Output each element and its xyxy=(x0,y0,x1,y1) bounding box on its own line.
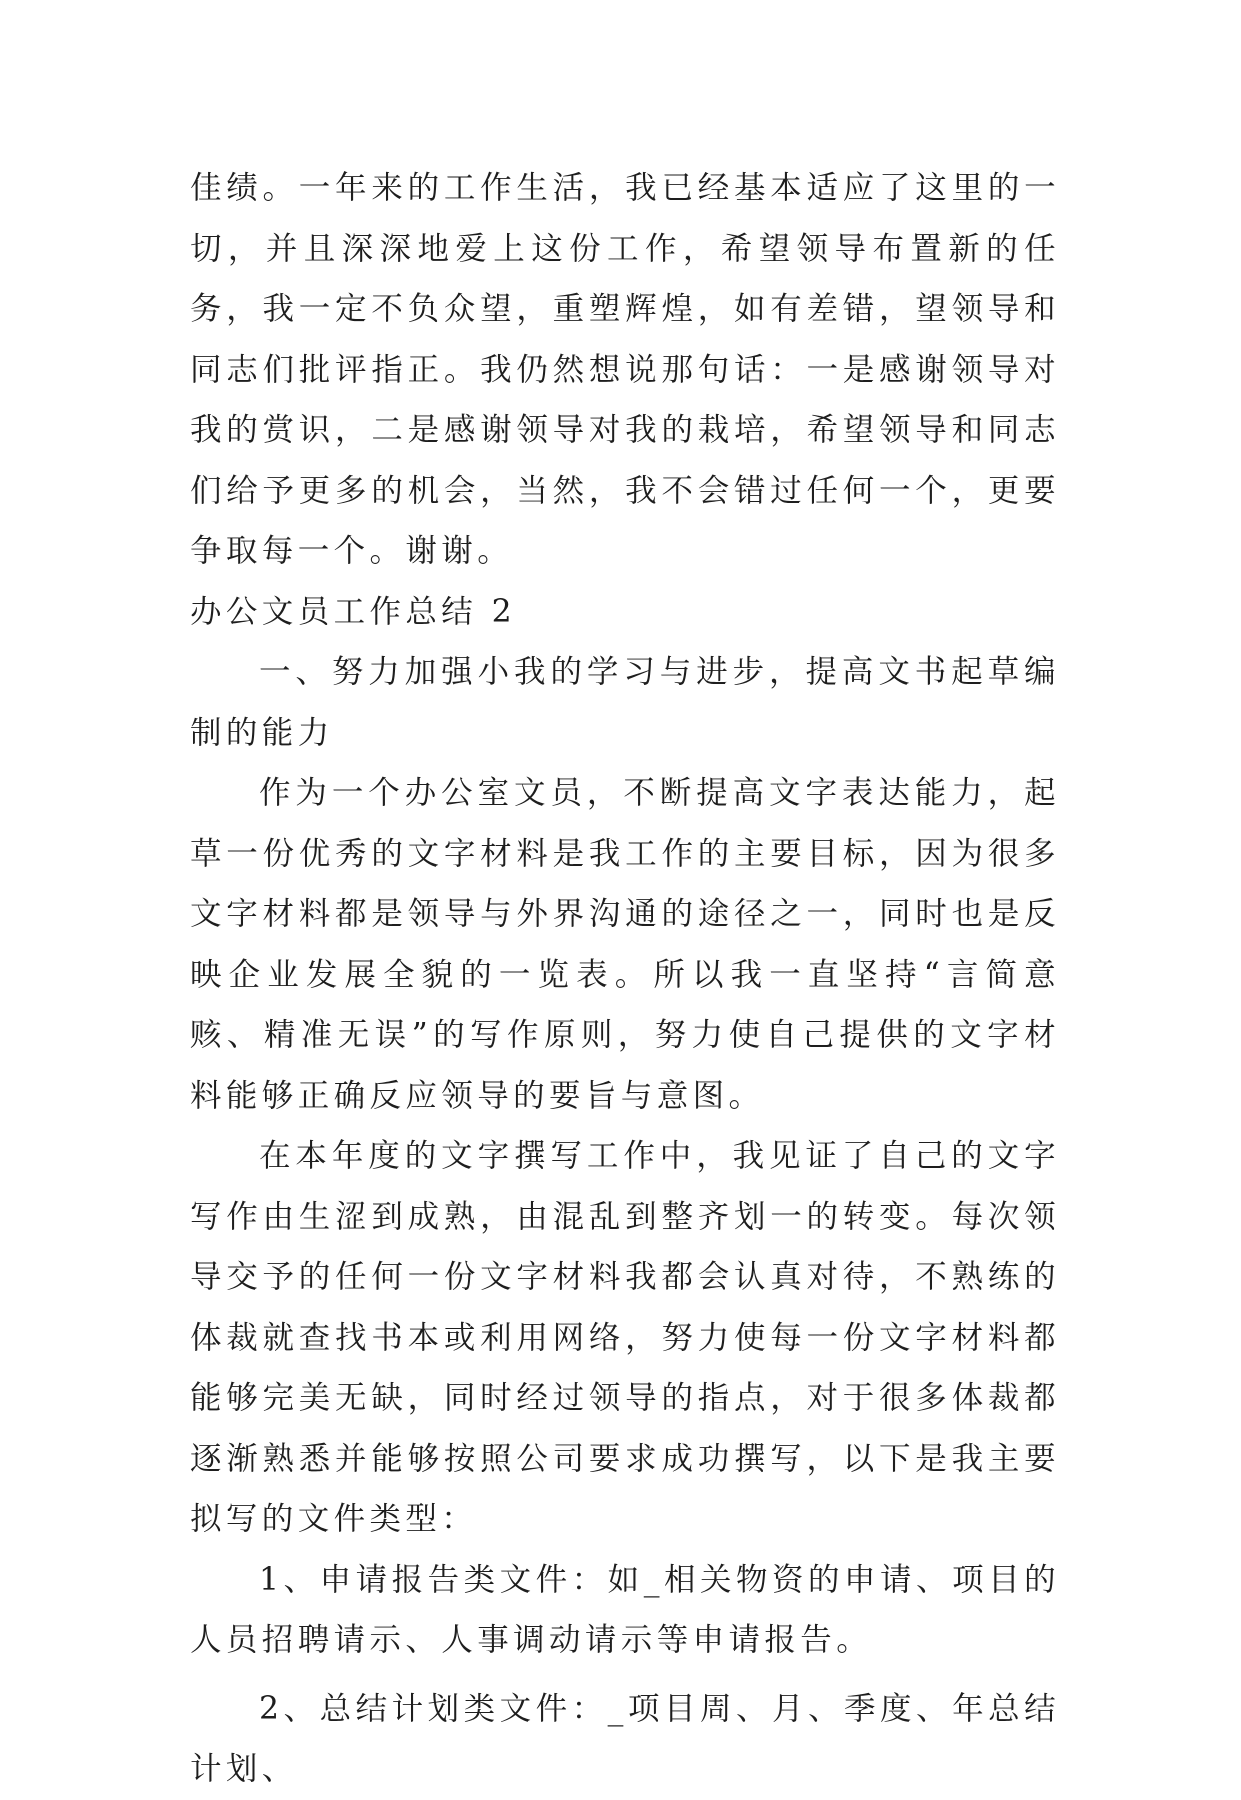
paragraph-closing: 佳绩。一年来的工作生活，我已经基本适应了这里的一切，并且深深地爱上这份工作，希望领导布置新的任务，我一定不负众望，重塑辉煌，如有差错，望领导和同志们批评指正。我仍然想说那句话：一是感谢领导对我的赏识，二是感谢领导对我的栽培，希望领导和同志们给予更多的机会，当然，我不会错过任何一个，更要争取每一个。谢谢。 xyxy=(190,170,1060,569)
section-heading: 办公文员工作总结 2 xyxy=(190,593,517,630)
list-item-application-reports: 1、申请报告类文件：如_相关物资的申请、项目的人员招聘请示、人事调动请示等申请报告。 xyxy=(190,1561,1060,1658)
paragraph-writing-progress: 在本年度的文字撰写工作中，我见证了自己的文字写作由生涩到成熟，由混乱到整齐划一的转变。每次领导交予的任何一份文字材料我都会认真对待，不熟练的体裁就查找书本或利用网络，努力使每一份文字材料都能够完美无缺，同时经过领导的指点，对于很多体裁都逐渐熟悉并能够按照公司要求成功撰写，以下是我主要拟写的文件类型： xyxy=(190,1138,1060,1537)
subheading-point-one: 一、努力加强小我的学习与进步，提高文书起草编制的能力 xyxy=(190,654,1060,751)
list-item-summary-plans: 2、总结计划类文件：_项目周、月、季度、年总结计划、 xyxy=(190,1690,1060,1787)
paragraph-writing-goal: 作为一个办公室文员，不断提高文字表达能力，起草一份优秀的文字材料是我工作的主要目标，因为很多文字材料都是领导与外界沟通的途径之一，同时也是反映企业发展全貌的一览表。所以我一直坚持“言简意赅、精准无误”的写作原则，努力使自己提供的文字材料能够正确反应领导的要旨与意图。 xyxy=(190,775,1060,1114)
document-body xyxy=(190,158,1060,1800)
